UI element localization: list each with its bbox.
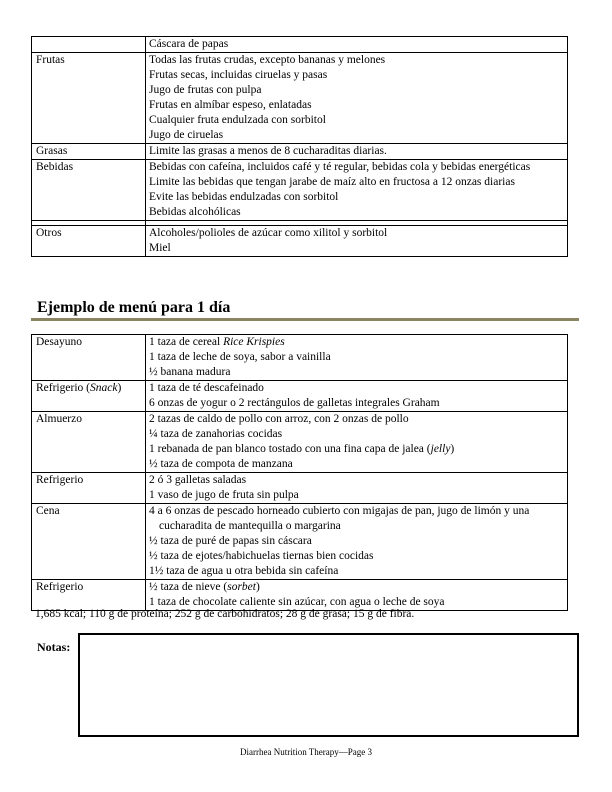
table-row bbox=[32, 335, 568, 381]
menu-item bbox=[149, 534, 564, 549]
menu-item bbox=[149, 457, 564, 472]
menu-item-text: 1 taza de chocolate caliente sin azúcar, con agua o leche de soya bbox=[149, 596, 445, 608]
meal-name: Refrigerio bbox=[36, 474, 84, 486]
menu-item bbox=[149, 335, 564, 350]
menu-item-italic: sorbet bbox=[227, 581, 256, 593]
menu-items-cell bbox=[146, 504, 568, 580]
menu-item-text: 2 tazas de caldo de pollo con arroz, con 2 onzas de pollo bbox=[149, 413, 409, 425]
items-cell bbox=[146, 160, 568, 221]
items-cell bbox=[146, 53, 568, 144]
meal-name: Almuerzo bbox=[36, 413, 82, 425]
table-row bbox=[32, 381, 568, 412]
menu-item-text: 2 ó 3 galletas saladas bbox=[149, 474, 247, 486]
foods-to-limit-table bbox=[31, 36, 568, 257]
menu-item bbox=[149, 549, 564, 564]
category-cell: Frutas bbox=[32, 53, 146, 144]
meal-name-italic: Snack bbox=[89, 382, 118, 394]
meal-name-end: ) bbox=[117, 382, 122, 394]
menu-item-text: 1 taza de cereal bbox=[149, 336, 224, 348]
item-text: Limite las grasas a menos de 8 cucharaditas diarias. bbox=[149, 145, 387, 157]
menu-item bbox=[149, 381, 564, 396]
title-underline bbox=[31, 318, 579, 321]
table-row bbox=[32, 37, 568, 53]
category-cell: Otros bbox=[32, 226, 146, 257]
table-row bbox=[32, 226, 568, 257]
menu-item-italic: jelly bbox=[430, 443, 451, 455]
item-text: Limite las bebidas que tengan jarabe de maíz alto en fructosa a 12 onzas diarias bbox=[149, 176, 515, 188]
meal-cell bbox=[32, 412, 146, 473]
meal-name: Refrigerio ( bbox=[36, 382, 90, 394]
menu-item-end: ) bbox=[450, 443, 455, 455]
menu-items-cell bbox=[146, 412, 568, 473]
item-text: Bebidas alcohólicas bbox=[149, 206, 241, 218]
meal-cell bbox=[32, 335, 146, 381]
category-cell: Bebidas bbox=[32, 160, 146, 221]
menu-item-text: ½ taza de compota de manzana bbox=[149, 458, 293, 470]
menu-item-text: 1 rebanada de pan blanco tostado con una fina capa de jalea ( bbox=[149, 443, 431, 455]
table-row bbox=[32, 473, 568, 504]
table-row bbox=[32, 53, 568, 144]
menu-item-text: ½ banana madura bbox=[149, 366, 231, 378]
item-text: Frutas en almíbar espeso, enlatadas bbox=[149, 99, 312, 111]
menu-item-end: ) bbox=[255, 581, 260, 593]
table-row bbox=[32, 504, 568, 580]
sample-menu-table bbox=[31, 334, 568, 611]
table-row bbox=[32, 144, 568, 160]
notes-box[interactable] bbox=[78, 633, 579, 737]
nutrition-summary: 1,685 kcal; 110 g de proteína; 252 g de carbohidratos; 28 g de grasa; 15 g de fibra. bbox=[35, 608, 415, 620]
menu-item bbox=[149, 504, 564, 534]
item-text: Cáscara de papas bbox=[149, 38, 229, 50]
table-row bbox=[32, 412, 568, 473]
menu-item bbox=[149, 580, 564, 595]
menu-item-text: 6 onzas de yogur o 2 rectángulos de galletas integrales Graham bbox=[149, 397, 440, 409]
menu-item bbox=[149, 488, 564, 503]
notes-label: Notas: bbox=[37, 640, 71, 654]
menu-item bbox=[149, 365, 564, 380]
menu-item-text: 4 a 6 onzas de pescado horneado cubierto con migajas de pan, jugo de limón y una cucharadita de mantequilla o margarina bbox=[149, 505, 530, 532]
menu-items-cell bbox=[146, 381, 568, 412]
menu-item-italic: Rice Krispies bbox=[223, 336, 285, 348]
category-cell: Grasas bbox=[32, 144, 146, 160]
menu-item bbox=[149, 350, 564, 365]
item-text: Jugo de frutas con pulpa bbox=[149, 84, 262, 96]
meal-cell bbox=[32, 504, 146, 580]
item-text: Alcoholes/polioles de azúcar como xilitol y sorbitol bbox=[149, 227, 388, 239]
menu-item-text: ½ taza de ejotes/habichuelas tiernas bien cocidas bbox=[149, 550, 374, 562]
meal-name: Cena bbox=[36, 505, 60, 517]
menu-item-text: ¼ taza de zanahorias cocidas bbox=[149, 428, 283, 440]
menu-item-text: 1 taza de té descafeinado bbox=[149, 382, 264, 394]
menu-item-text: 1 vaso de jugo de fruta sin pulpa bbox=[149, 489, 299, 501]
menu-item-text: ½ taza de nieve ( bbox=[149, 581, 228, 593]
menu-item bbox=[149, 564, 564, 579]
meal-name: Refrigerio bbox=[36, 581, 84, 593]
page-footer: Diarrhea Nutrition Therapy—Page 3 bbox=[239, 747, 373, 757]
menu-item bbox=[149, 473, 564, 488]
item-text: Cualquier fruta endulzada con sorbitol bbox=[149, 114, 326, 126]
table-row bbox=[32, 160, 568, 221]
item-text: Miel bbox=[149, 242, 171, 254]
menu-item-text: 1½ taza de agua u otra bebida sin cafeína bbox=[149, 565, 339, 577]
menu-item bbox=[149, 412, 564, 427]
item-text: Bebidas con cafeína, incluidos café y té regular, bebidas cola y bebidas energéticas bbox=[149, 161, 531, 173]
items-cell bbox=[146, 144, 568, 160]
menu-item bbox=[149, 427, 564, 442]
meal-name: Desayuno bbox=[36, 336, 82, 348]
menu-items-cell bbox=[146, 473, 568, 504]
menu-item-text: 1 taza de leche de soya, sabor a vainilla bbox=[149, 351, 331, 363]
category-cell bbox=[32, 37, 146, 53]
menu-section-title: Ejemplo de menú para 1 día bbox=[37, 299, 231, 316]
meal-cell bbox=[32, 381, 146, 412]
menu-items-cell bbox=[146, 335, 568, 381]
item-text: Evite las bebidas endulzadas con sorbitol bbox=[149, 191, 339, 203]
item-text: Jugo de ciruelas bbox=[149, 129, 224, 141]
menu-item-text: ½ taza de puré de papas sin cáscara bbox=[149, 535, 312, 547]
menu-items-cell bbox=[146, 580, 568, 611]
items-cell bbox=[146, 37, 568, 53]
item-text: Frutas secas, incluidas ciruelas y pasas bbox=[149, 69, 328, 81]
menu-item bbox=[149, 396, 564, 411]
items-cell bbox=[146, 226, 568, 257]
menu-item bbox=[149, 442, 564, 457]
table-row bbox=[32, 580, 568, 611]
item-text: Todas las frutas crudas, excepto bananas y melones bbox=[149, 54, 386, 66]
meal-cell bbox=[32, 580, 146, 611]
meal-cell bbox=[32, 473, 146, 504]
